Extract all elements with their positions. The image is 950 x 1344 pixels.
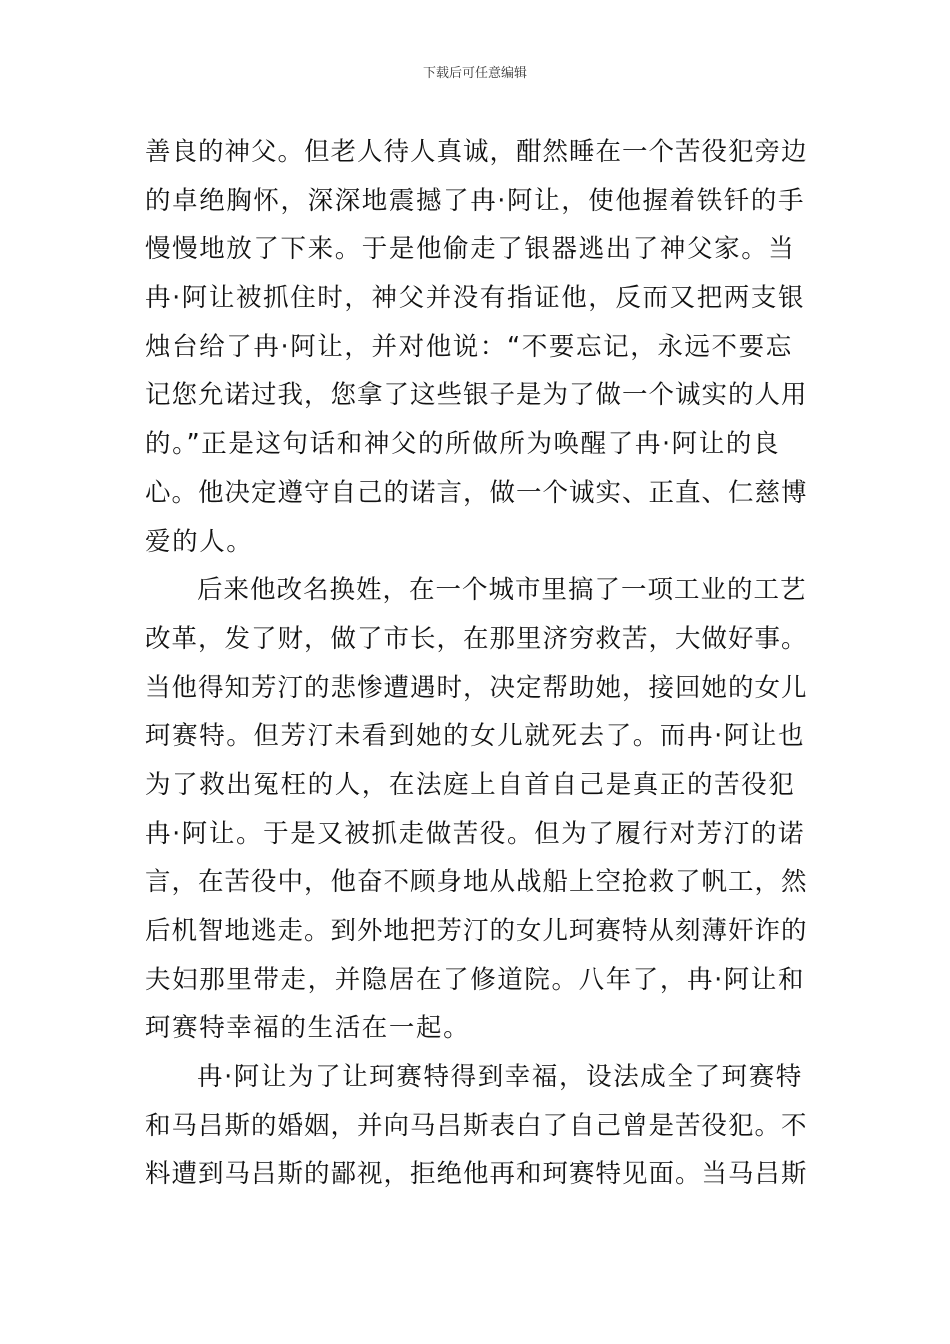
text-line: 改革，发了财，做了市长，在那里济穷救苦，大做好事。 [145,623,808,654]
text-line: 心。他决定遵守自己的诺言，做一个诚实、正直、仁慈博 [145,477,808,508]
text-line: 冉·阿让。于是又被抓走做苦役。但为了履行对芳汀的诺 [145,818,806,849]
text-line: 记您允诺过我，您拿了这些银子是为了做一个诚实的人用 [145,380,808,411]
text-line: 珂赛特幸福的生活在一起。 [145,1013,471,1044]
text-line: 冉·阿让被抓住时，神父并没有指证他，反而又把两支银 [145,283,806,314]
paragraph-start-line: 后来他改名换姓，在一个城市里搞了一项工业的工艺 [197,575,807,606]
text-line: 的卓绝胸怀，深深地震撼了冉·阿让，使他握着铁钎的手 [145,185,806,216]
text-line: 珂赛特。但芳汀未看到她的女儿就死去了。而冉·阿让也 [145,721,806,752]
text-line: 善良的神父。但老人待人真诚，酣然睡在一个苦役犯旁边 [145,137,808,167]
text-line: 慢慢地放了下来。于是他偷走了银器逃出了神父家。当 [145,234,796,265]
text-line: 爱的人。 [145,526,254,557]
text-line: 料遭到马吕斯的鄙视，拒绝他再和珂赛特见面。当马吕斯 [145,1159,808,1190]
body-text [145,128,810,1199]
text-line: 夫妇那里带走，并隐居在了修道院。八年了，冉·阿让和 [145,964,806,995]
text-line: 的。”正是这句话和神父的所做所为唤醒了冉·阿让的良 [145,429,781,460]
text-line: 后机智地逃走。到外地把芳汀的女儿珂赛特从刻薄奸诈的 [145,916,808,946]
text-line: 烛台给了冉·阿让，并对他说：“不要忘记，永远不要忘 [145,331,793,362]
paragraph-start-line: 冉·阿让为了让珂赛特得到幸福，设法成全了珂赛特 [197,1062,803,1093]
page-header: 下载后可任意编辑 [422,66,527,81]
text-line: 为了救出冤枉的人，在法庭上自首自己是真正的苦役犯 [145,769,796,800]
text-line: 言，在苦役中，他奋不顾身地从战船上空抢救了帆工，然 [145,867,808,898]
text-line: 和马吕斯的婚姻，并向马吕斯表白了自己曾是苦役犯。不 [145,1110,808,1141]
text-line: 当他得知芳汀的悲惨遭遇时，决定帮助她，接回她的女儿 [145,672,808,703]
